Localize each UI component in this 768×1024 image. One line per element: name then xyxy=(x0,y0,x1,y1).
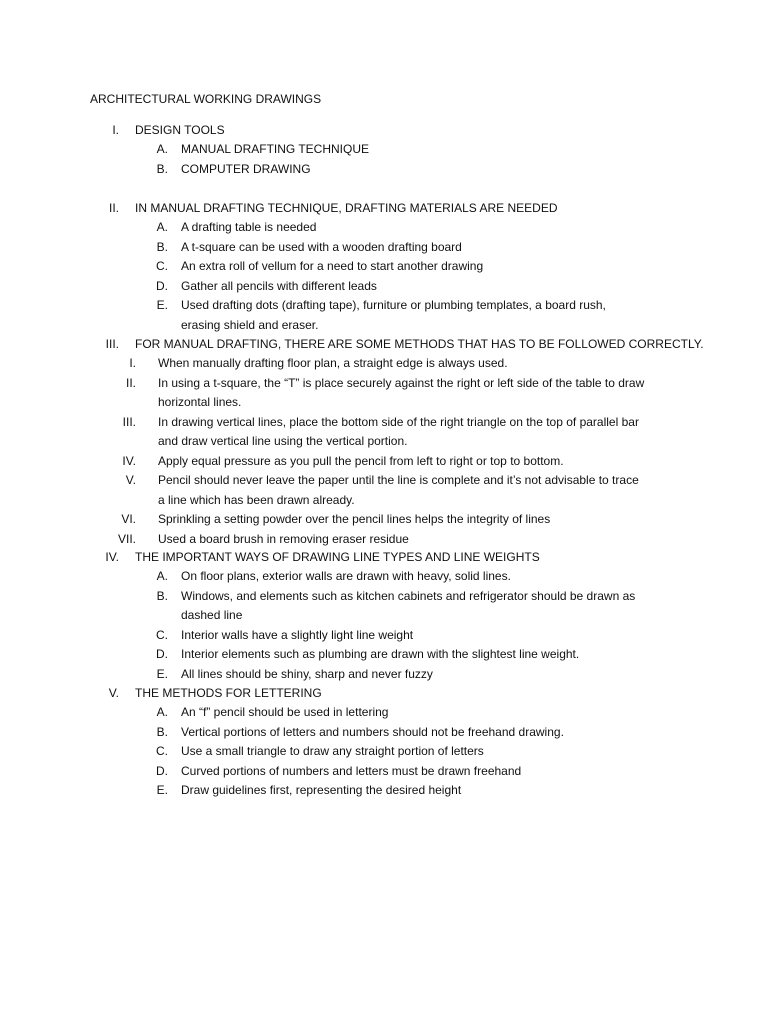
list-item-row xyxy=(0,703,768,722)
list-item-text: Interior walls have a slightly light line weight xyxy=(181,627,414,642)
list-item-row xyxy=(0,354,768,373)
list-item-text: a line which has been drawn already. xyxy=(158,492,355,507)
list-item-marker: A. xyxy=(156,220,168,235)
list-item-row xyxy=(0,665,768,684)
list-item-text: horizontal lines. xyxy=(158,395,242,410)
list-item-text: MANUAL DRAFTING TECHNIQUE xyxy=(181,142,370,157)
list-item-row xyxy=(0,393,768,412)
list-item-text: A t-square can be used with a wooden drafting board xyxy=(181,239,462,254)
list-item-marker: A. xyxy=(156,569,168,584)
list-item-row xyxy=(0,238,768,257)
list-item-row xyxy=(0,510,768,529)
list-item-text: Windows, and elements such as kitchen cabinets and refrigerator should be drawn as xyxy=(181,588,636,603)
list-item-text: All lines should be shiny, sharp and never fuzzy xyxy=(181,666,433,681)
list-item-row xyxy=(0,567,768,586)
list-item-row xyxy=(0,587,768,606)
section-heading-text: DESIGN TOOLS xyxy=(135,123,225,137)
list-item-marker: B. xyxy=(156,588,168,603)
list-item-marker: D. xyxy=(156,763,168,778)
list-item-marker: C. xyxy=(156,744,168,759)
list-item-text: Draw guidelines first, representing the desired height xyxy=(181,783,462,798)
list-item-marker: D. xyxy=(156,647,168,662)
list-item-text: Use a small triangle to draw any straight portion of letters xyxy=(181,744,484,759)
list-item-text: Vertical portions of letters and numbers should not be freehand drawing. xyxy=(181,724,564,739)
list-item-text: erasing shield and eraser. xyxy=(181,317,319,332)
section-heading-row xyxy=(0,684,768,703)
list-item-marker: B. xyxy=(156,161,168,176)
list-item-marker: B. xyxy=(156,724,168,739)
list-item-text: Apply equal pressure as you pull the pencil from left to right or top to bottom. xyxy=(158,453,564,468)
list-item-marker: D. xyxy=(156,278,168,293)
list-item-marker: B. xyxy=(156,239,168,254)
list-item-text: An “f” pencil should be used in lettering xyxy=(181,705,389,720)
list-item-row xyxy=(0,723,768,742)
list-item-row xyxy=(0,432,768,451)
list-item-text: dashed line xyxy=(181,608,243,623)
list-item-marker: C. xyxy=(156,627,168,642)
list-item-row xyxy=(0,762,768,781)
list-item-marker: IV. xyxy=(122,453,136,468)
list-item-row xyxy=(0,452,768,471)
list-item-marker: A. xyxy=(156,142,168,157)
list-item-row xyxy=(0,645,768,664)
list-item-marker: E. xyxy=(156,666,168,681)
section-heading-row xyxy=(0,548,768,567)
list-item-text: When manually drafting floor plan, a straight edge is always used. xyxy=(158,356,508,371)
list-item-row xyxy=(0,626,768,645)
list-item-marker: II. xyxy=(125,375,136,390)
list-item-row xyxy=(0,296,768,315)
section-heading-text: IN MANUAL DRAFTING TECHNIQUE, DRAFTING MATERIALS ARE NEEDED xyxy=(135,201,558,215)
list-item-marker: C. xyxy=(156,259,168,274)
list-item-text: Interior elements such as plumbing are drawn with the slightest line weight. xyxy=(181,647,580,662)
section-heading-row xyxy=(0,121,768,140)
list-item-text: Curved portions of numbers and letters must be drawn freehand xyxy=(181,763,522,778)
list-item-row xyxy=(0,140,768,159)
list-item-row xyxy=(0,160,768,179)
list-item-row xyxy=(0,316,768,335)
list-item-row xyxy=(0,257,768,276)
section-heading-marker: I. xyxy=(112,123,119,137)
list-item-text: and draw vertical line using the vertical portion. xyxy=(158,434,408,449)
section-heading-marker: V. xyxy=(108,686,119,700)
section-heading-text: THE IMPORTANT WAYS OF DRAWING LINE TYPES AND LINE WEIGHTS xyxy=(135,550,540,564)
list-item-text: Used a board brush in removing eraser residue xyxy=(158,531,409,546)
list-item-text: Pencil should never leave the paper until the line is complete and it’s not advisable to trace xyxy=(158,473,639,488)
section-heading-text: THE METHODS FOR LETTERING xyxy=(135,686,322,700)
list-item-marker: E. xyxy=(156,783,168,798)
list-item-row xyxy=(0,374,768,393)
list-item-row xyxy=(0,471,768,490)
list-item-marker: VII. xyxy=(117,531,136,546)
list-item-marker: I. xyxy=(129,356,136,371)
list-item-row xyxy=(0,742,768,761)
list-item-marker: E. xyxy=(156,298,168,313)
list-item-text: In using a t-square, the “T” is place securely against the right or left side of the table to draw xyxy=(158,375,645,390)
list-item-row xyxy=(0,530,768,549)
list-item-row xyxy=(0,277,768,296)
section-heading-marker: III. xyxy=(105,337,119,351)
section-heading-row xyxy=(0,335,768,354)
list-item-marker: A. xyxy=(156,705,168,720)
list-item-text: A drafting table is needed xyxy=(181,220,317,235)
list-item-text: On floor plans, exterior walls are drawn with heavy, solid lines. xyxy=(181,569,511,584)
list-item-text: An extra roll of vellum for a need to start another drawing xyxy=(181,259,484,274)
list-item-row xyxy=(0,781,768,800)
list-item-text: COMPUTER DRAWING xyxy=(181,161,311,176)
list-item-row xyxy=(0,413,768,432)
list-item-text: Sprinkling a setting powder over the pencil lines helps the integrity of lines xyxy=(158,512,551,527)
list-item-row xyxy=(0,218,768,237)
list-item-marker: V. xyxy=(125,473,136,488)
section-heading-marker: II. xyxy=(108,201,119,215)
list-item-marker: VI. xyxy=(121,512,136,527)
list-item-row xyxy=(0,606,768,625)
section-heading-row xyxy=(0,199,768,218)
document-title: ARCHITECTURAL WORKING DRAWINGS xyxy=(90,92,322,106)
list-item-marker: III. xyxy=(122,414,136,429)
list-item-text: Used drafting dots (drafting tape), furniture or plumbing templates, a board rush, xyxy=(181,298,606,313)
section-heading-text: FOR MANUAL DRAFTING, THERE ARE SOME METHODS THAT HAS TO BE FOLLOWED CORRECTLY. xyxy=(135,337,704,351)
list-item-row xyxy=(0,491,768,510)
section-heading-marker: IV. xyxy=(105,550,119,564)
list-item-text: Gather all pencils with different leads xyxy=(181,278,377,293)
list-item-text: In drawing vertical lines, place the bottom side of the right triangle on the top of parallel bar xyxy=(158,414,639,429)
